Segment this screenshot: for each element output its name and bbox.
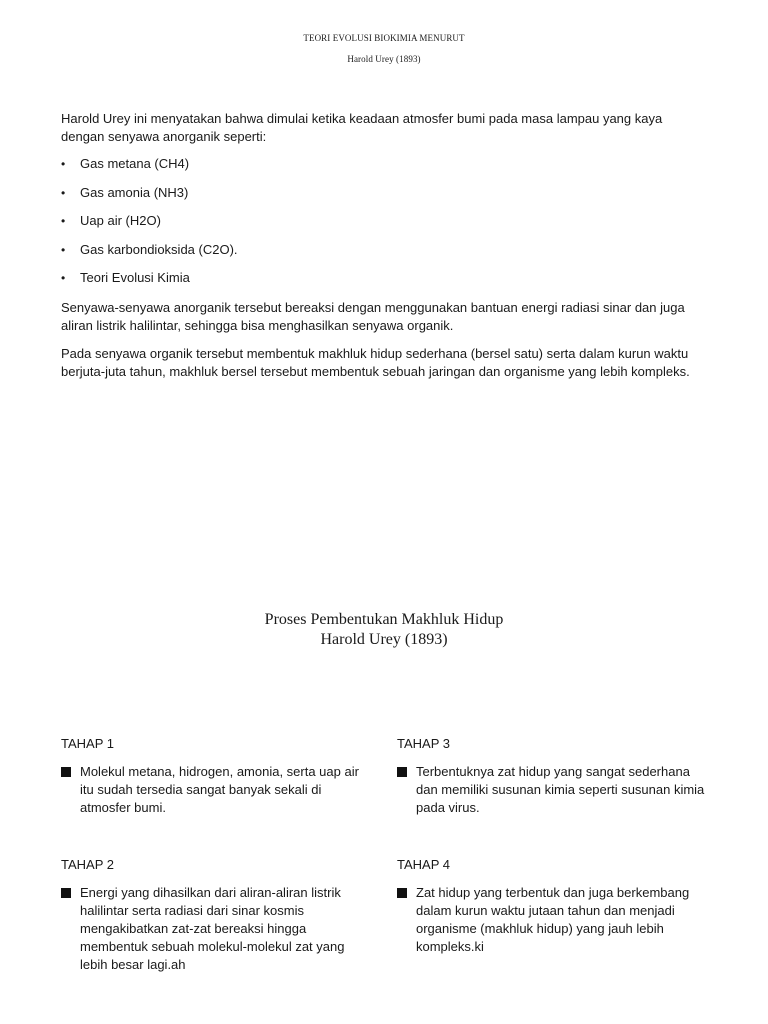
bullet-icon: • [61,242,66,257]
gas-item-label: Gas karbondioksida (C2O). [80,241,238,257]
square-bullet-icon [61,888,71,898]
document-title: TEORI EVOLUSI BIOKIMIA MENURUT [303,33,465,43]
bullet-icon: • [61,214,66,228]
gas-item-label: Gas amonia (NH3) [80,184,189,200]
document-subtitle: Harold Urey (1893) [347,54,421,64]
bullet-icon: • [61,271,66,285]
intro-paragraph: Harold Urey ini menyatakan bahwa dimulai ketika keadaan atmosfer bumi pada masa lampau yang kaya dengan senyawa anorganik seperti: [61,111,663,144]
stage-description [397,884,707,956]
organism-paragraph: Pada senyawa organik tersebut membentuk makhluk hidup sederhana (bersel satu) serta dalam kurun waktu berjuta-juta tahun, makhluk bersel tersebut membentuk sebuah jaringan dan organisme yang lebih kompleks. [61,346,690,379]
gas-list [61,155,701,298]
stage-3 [397,735,707,817]
list-item [61,184,701,202]
bullet-icon: • [61,185,66,200]
stage-description [61,884,361,974]
diagram-title: Proses Pembentukan Makhluk Hidup [264,611,504,628]
square-bullet-icon [397,767,407,777]
stage-heading: TAHAP 4 [397,857,450,872]
gas-item-label: Gas metana (CH4) [80,156,190,171]
list-item [61,212,701,230]
diagram-subtitle: Harold Urey (1893) [320,631,448,648]
stage-2 [61,856,361,974]
stage-text: Molekul metana, hidrogen, amonia, serta uap air itu sudah tersedia sangat banyak sekali di atmosfer bumi. [80,764,359,815]
stage-heading: TAHAP 1 [61,736,114,751]
list-item [61,241,701,259]
stage-heading: TAHAP 3 [397,736,450,751]
list-item [61,155,701,173]
gas-item-label: Teori Evolusi Kimia [80,270,190,285]
stage-1 [61,735,361,817]
gas-item-label: Uap air (H2O) [80,213,161,228]
square-bullet-icon [397,888,407,898]
reaction-paragraph: Senyawa-senyawa anorganik tersebut bereaksi dengan menggunakan bantuan energi radiasi sinar dan juga aliran listrik halilintar, sehingga bisa menghasilkan senyawa organik. [61,300,685,333]
list-item [61,269,701,287]
stage-text: Terbentuknya zat hidup yang sangat sederhana dan memiliki susunan kimia seperti susunan kimia pada virus. [416,764,705,815]
stage-text: Energi yang dihasilkan dari aliran-aliran listrik halilintar serta radiasi dari sinar kosmis mengakibatkan zat-zat bereaksi hingga membentuk sebuah molekul-molekul zat yang lebih besar lagi.ah [80,885,345,972]
stage-heading: TAHAP 2 [61,857,114,872]
stage-text: Zat hidup yang terbentuk dan juga berkembang dalam kurun waktu jutaan tahun dan menjadi organisme (makhluk hidup) yang jauh lebih kompleks.ki [416,885,690,954]
stage-description [61,763,361,817]
bullet-icon: • [61,157,66,171]
stage-description [397,763,707,817]
stage-4 [397,856,707,956]
square-bullet-icon [61,767,71,777]
